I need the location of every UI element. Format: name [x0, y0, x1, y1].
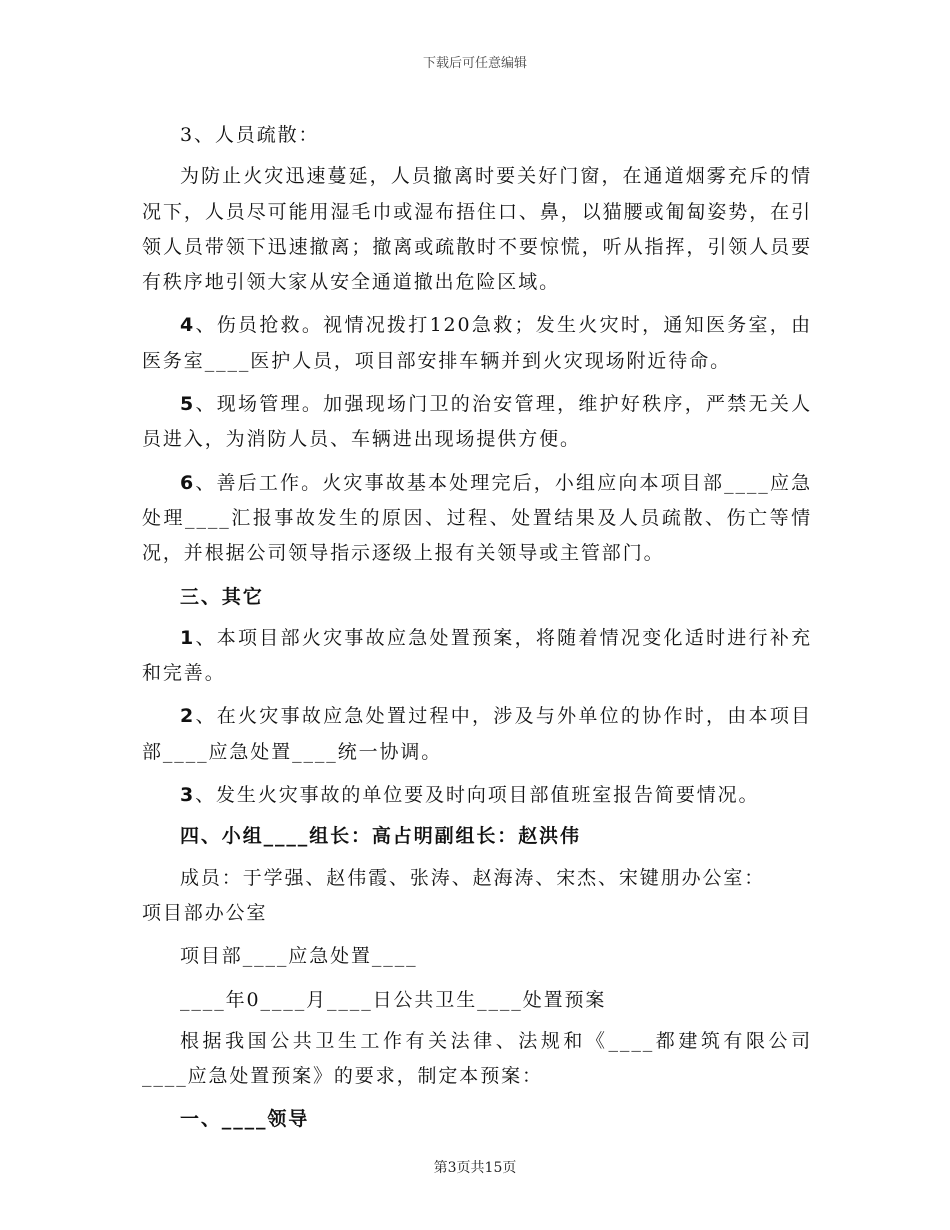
paragraph-text: 、现场管理。加强现场门卫的治安管理，维护好秩序，严禁无关人员进入，为消防人员、车辆进出现场提供方便。 — [142, 393, 812, 451]
page-header: 下载后可任意编辑 — [422, 56, 527, 71]
document-body — [142, 112, 812, 1138]
item-number: 5 — [180, 393, 196, 416]
item-number: 1 — [180, 626, 196, 649]
paragraph-date-title: ____年0____月____日公共卫生____处置预案 — [180, 988, 607, 1011]
paragraph-other-2 — [142, 699, 812, 770]
paragraph-text: 、发生火灾事故的单位要及时向项目部值班室报告简要情况。 — [195, 784, 760, 807]
page-footer: 第3页共15页 — [433, 1160, 517, 1176]
paragraph-text: 、善后工作。火灾事故基本处理完后，小组应向本项目部____应急处理____汇报事故发生的原因、过程、处置结果及人员疏散、伤亡等情况，并根据公司领导指示逐级上报有关领导或主管部门。 — [142, 471, 812, 565]
paragraph-injury-rescue — [142, 308, 812, 379]
paragraph-aftermath — [142, 466, 812, 572]
item-number: 6 — [180, 471, 196, 494]
item-number: 4 — [180, 314, 196, 337]
paragraph-office: 项目部办公室 — [142, 901, 268, 924]
paragraph-members: 成员：于学强、赵伟霞、张涛、赵海涛、宋杰、宋键朋办公室： — [180, 866, 766, 889]
paragraph-text: 、在火灾事故应急处置过程中，涉及与外单位的协作时，由本项目部____应急处置____统一协调。 — [142, 705, 812, 763]
section-heading-leadership: 一、____领导 — [180, 1108, 310, 1131]
section-heading-other: 三、其它 — [180, 585, 264, 608]
item-number: 3 — [180, 784, 196, 807]
paragraph-other-3 — [142, 778, 812, 813]
paragraph-text: 、伤员抢救。视情况拨打120急救；发生火灾时，通知医务室，由医务室____医护人员，项目部安排车辆并到火灾现场附近待命。 — [142, 314, 812, 372]
paragraph-evacuation: 为防止火灾迅速蔓延，人员撤离时要关好门窗，在通道烟雾充斥的情况下，人员尽可能用湿毛巾或湿布捂住口、鼻，以猫腰或匍匐姿势，在引领人员带领下迅速撤离；撤离或疏散时不要惊慌，听从指挥，引领人员要有秩序地引领大家从安全通道撤出危险区域。 — [142, 165, 812, 294]
paragraph-site-management — [142, 387, 812, 458]
paragraph-legal-basis: 根据我国公共卫生工作有关法律、法规和《____都建筑有限公司____应急处置预案》的要求，制定本预案： — [142, 1029, 812, 1088]
item-number: 2 — [180, 705, 196, 728]
section-heading-evacuation: 3、人员疏散： — [180, 124, 320, 146]
paragraph-other-1 — [142, 621, 812, 692]
paragraph-project-title: 项目部____应急处置____ — [180, 945, 418, 968]
paragraph-text: 、本项目部火灾事故应急处置预案，将随着情况变化适时进行补充和完善。 — [142, 626, 812, 685]
section-heading-group: 四、小组____组长：高占明副组长：赵洪伟 — [180, 825, 581, 848]
